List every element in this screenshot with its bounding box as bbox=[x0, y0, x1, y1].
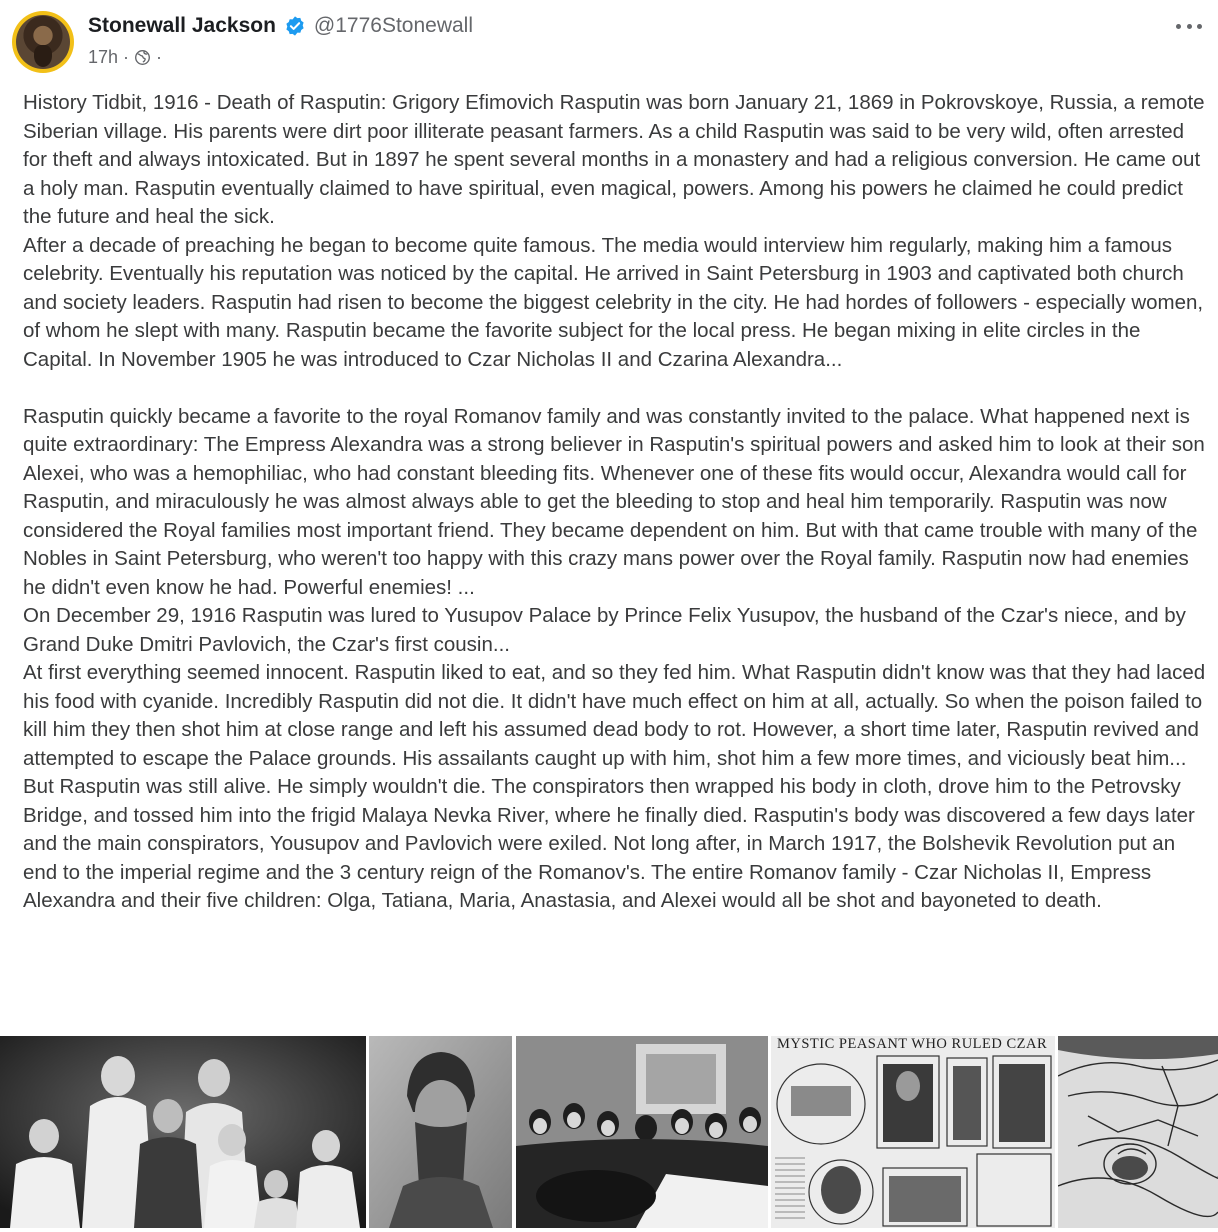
more-horizontal-icon[interactable] bbox=[1176, 18, 1202, 34]
more-dot bbox=[1187, 24, 1192, 29]
meta-separator-2: · bbox=[156, 46, 163, 67]
more-dot bbox=[1176, 24, 1181, 29]
avatar[interactable] bbox=[12, 11, 74, 73]
post-paragraph: Rasputin quickly became a favorite to the royal Romanov family and was constantly invited to the palace. What happened next is quite extraordinary: The Empress Alexandra was a strong believer in Rasputin's spiritual powers and asked him to look at their son Alexei, who was a hemophiliac, who had constant bleeding fits. Whenever one of these fits would occur, Alexandra would call for Rasputin, and miraculously he was almost always able to get the bleeding to stop and heal him temporarily. Rasputin was now considered the Royal families most important friend. They became dependent on him. But with that came trouble with many of the Nobles in Saint Petersburg, who weren't too happy with this crazy mans power over the Royal family. Rasputin now had enemies he didn't even know he had. Powerful enemies! ... bbox=[23, 404, 1205, 599]
post-text bbox=[23, 89, 1211, 916]
post-paragraph: On December 29, 1916 Rasputin was lured to Yusupov Palace by Prince Felix Yusupov, the husband of the Czar's niece, and by Grand Duke Dmitri Pavlovich, the Czar's first cousin... bbox=[23, 604, 1186, 656]
photo-gallery bbox=[0, 1036, 1218, 1228]
avatar-portrait bbox=[16, 15, 70, 69]
verified-badge-icon bbox=[284, 15, 306, 37]
sketch-illustration[interactable] bbox=[1058, 1036, 1218, 1228]
author-display-name[interactable]: Stonewall Jackson bbox=[88, 14, 276, 37]
newspaper-clipping[interactable] bbox=[771, 1036, 1055, 1228]
meta-separator: · bbox=[123, 46, 130, 67]
rasputin-portrait-photo[interactable] bbox=[369, 1036, 512, 1228]
post-paragraph: At first everything seemed innocent. Rasputin liked to eat, and so they fed him. What Rasputin didn't know was that they had laced his food with cyanide. Incredibly Rasputin did not die. It didn't have much effect on him at all, actually. So when the poison failed to kill him they then shot him at close range and left his assumed dead body to rot. However, a short time later, Rasputin revived and attempted to escape the Palace grounds. His assailants caught up with him, shot him a few more times, and viciously beat him... But Rasputin was still alive. He simply wouldn't die. The conspirators then wrapped his body in cloth, drove him to the Petrovsky Bridge, and tossed him into the frigid Malaya Nevka River, where he finally died. Rasputin's body was discovered a few days later and the main conspirators, Yousupov and Pavlovich were exiled. Not long after, in March 1917, the Bolshevik Revolution put an end to the imperial regime and the 3 century reign of the Romanov's. The entire Romanov family - Czar Nicholas II, Empress Alexandra and their five children: Olga, Tatiana, Maria, Anastasia, and Alexei would all be shot and bayoneted to death. bbox=[23, 661, 1206, 912]
romanov-family-photo[interactable] bbox=[0, 1036, 366, 1228]
post-paragraph-gap bbox=[23, 374, 1211, 403]
clipping-headline: MYSTIC PEASANT WHO RULED CZAR bbox=[777, 1036, 1048, 1052]
globe-icon bbox=[134, 49, 151, 66]
more-dot bbox=[1197, 24, 1202, 29]
post-time[interactable]: 17h bbox=[88, 46, 119, 67]
rasputin-group-photo[interactable] bbox=[516, 1036, 768, 1228]
post-header bbox=[0, 0, 1218, 90]
post-paragraph: History Tidbit, 1916 - Death of Rasputin: Grigory Efimovich Rasputin was born January 21, 1869 in Pokrovskoye, Russia, a remote Siberian village. His parents were dirt poor illiterate peasant farmers. As a child Rasputin was said to be very wild, often arrested for theft and always intoxicated. But in 1897 he spent several months in a monastery and had a religious conversion. He came out a holy man. Rasputin eventually claimed to have spiritual, even magical, powers. Among his powers he claimed he could predict the future and heal the sick. bbox=[23, 91, 1205, 228]
post-meta bbox=[88, 46, 162, 68]
author-handle[interactable]: @1776Stonewall bbox=[313, 14, 473, 37]
post-paragraph: After a decade of preaching he began to become quite famous. The media would interview him regularly, making him a famous celebrity. Eventually his reputation was noticed by the capital. He arrived in Saint Petersburg in 1903 and captivated both church and society leaders. Rasputin had risen to become the biggest celebrity in the city. He had hordes of followers - especially women, of whom he slept with many. Rasputin became the favorite subject for the local press. He began mixing in elite circles in the Capital. In November 1905 he was introduced to Czar Nicholas II and Czarina Alexandra... bbox=[23, 233, 1204, 371]
author-row bbox=[88, 12, 473, 40]
